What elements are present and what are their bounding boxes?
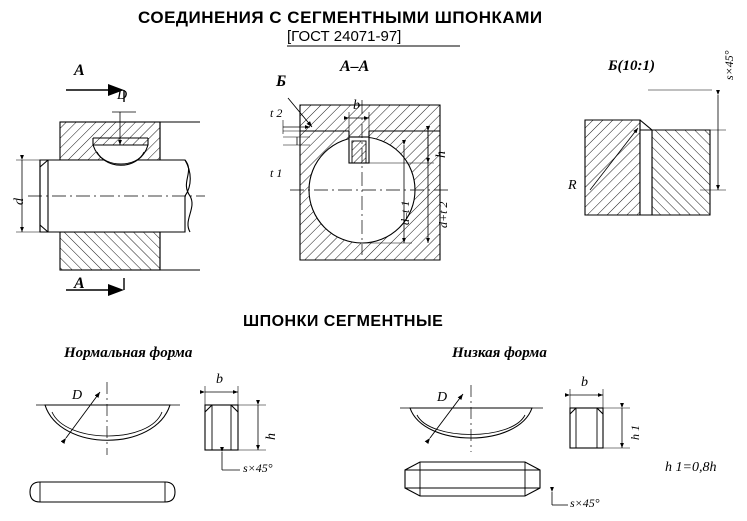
normal-form-label: Нормальная форма xyxy=(64,345,193,361)
dim-chamfer-low: s×45° xyxy=(570,496,600,510)
dim-d-shaft: d xyxy=(12,198,27,205)
dim-h1-low: h 1 xyxy=(628,425,642,440)
standard-reference: [ГОСТ 24071-97] xyxy=(287,28,402,45)
callout-b-label: Б xyxy=(276,73,287,90)
dim-d-minus-t1: d–t 1 xyxy=(398,200,412,225)
dim-h-section: h xyxy=(434,151,449,158)
h1-formula: h 1=0,8h xyxy=(665,460,717,475)
dim-b-normal: b xyxy=(216,372,223,387)
dim-t2: t 2 xyxy=(270,106,283,120)
dim-b-low: b xyxy=(581,375,588,390)
view-arrow-a-bottom-label: А xyxy=(74,275,85,292)
low-form-label: Низкая форма xyxy=(452,345,547,361)
dim-D-view1: D xyxy=(117,88,128,103)
dim-chamfer-normal: s×45° xyxy=(243,461,273,475)
dim-b-section: b xyxy=(353,98,360,113)
dim-chamfer-detail: s×45° xyxy=(722,50,736,80)
dim-D-low: D xyxy=(437,390,448,405)
detail-b-label: Б(10:1) xyxy=(608,58,656,74)
dim-t1: t 1 xyxy=(270,166,283,180)
dim-d-plus-t2: d+t 2 xyxy=(436,201,450,228)
dim-R: R xyxy=(568,178,577,193)
section-aa-label: А–А xyxy=(340,58,370,75)
dim-D-normal: D xyxy=(72,388,83,403)
dim-h-normal: h xyxy=(264,433,279,440)
page-title: СОЕДИНЕНИЯ С СЕГМЕНТНЫМИ ШПОНКАМИ xyxy=(138,8,543,27)
view-arrow-a-top-label: А xyxy=(74,62,85,79)
section-title: ШПОНКИ СЕГМЕНТНЫЕ xyxy=(243,313,444,330)
